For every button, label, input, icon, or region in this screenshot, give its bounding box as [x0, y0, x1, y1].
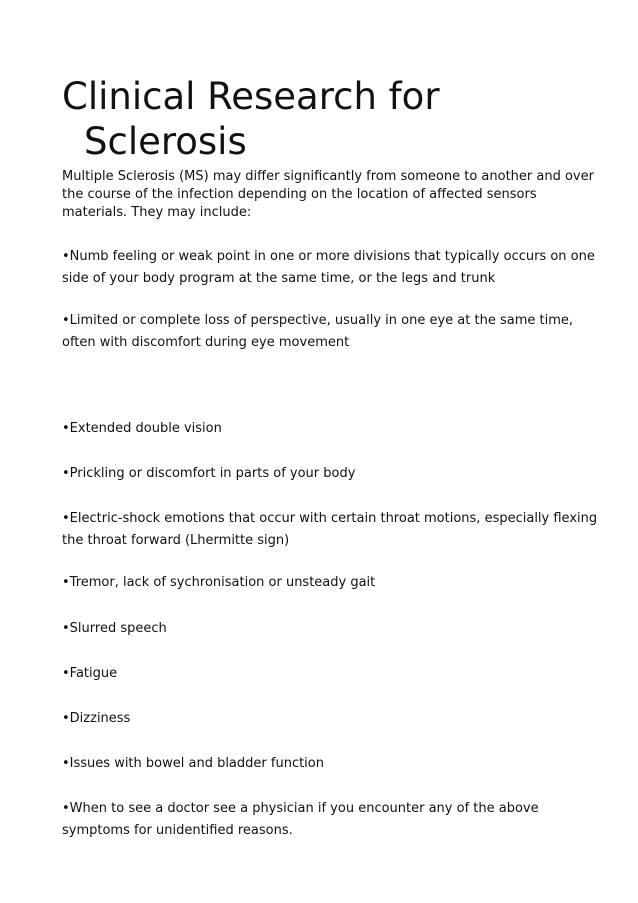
document-page: [62, 74, 602, 222]
bullet-fatigue: •Fatigue: [62, 666, 118, 681]
title-line-1: Clinical Research for: [62, 75, 440, 118]
bullet-lhermitte: •Electric-shock emotions that occur with certain throat motions, especially flexing the throat forward (Lhermitte sign): [62, 511, 598, 548]
bullet-dizziness: •Dizziness: [62, 711, 131, 726]
bullet-numb-feeling: •Numb feeling or weak point in one or more divisions that typically occurs on one side of your body program at the same time, or the legs and trunk: [62, 249, 595, 286]
bullet-tremor: •Tremor, lack of sychronisation or unsteady gait: [62, 575, 376, 590]
bullet-prickling: •Prickling or discomfort in parts of your body: [62, 466, 356, 481]
bullet-see-doctor: •When to see a doctor see a physician if you encounter any of the above symptoms for unidentified reasons.: [62, 801, 539, 838]
bullet-vision-loss: •Limited or complete loss of perspective, usually in one eye at the same time, often with discomfort during eye movement: [62, 313, 573, 350]
document-title: [62, 74, 602, 164]
intro-paragraph: Multiple Sclerosis (MS) may differ significantly from someone to another and over the course of the infection depending on the location of affected sensors materials. They may include:: [62, 169, 594, 220]
title-line-2: Sclerosis: [84, 120, 247, 163]
bullet-bowel-bladder: •Issues with bowel and bladder function: [62, 756, 324, 771]
bullet-double-vision: •Extended double vision: [62, 421, 222, 436]
bullet-slurred-speech: •Slurred speech: [62, 621, 167, 636]
